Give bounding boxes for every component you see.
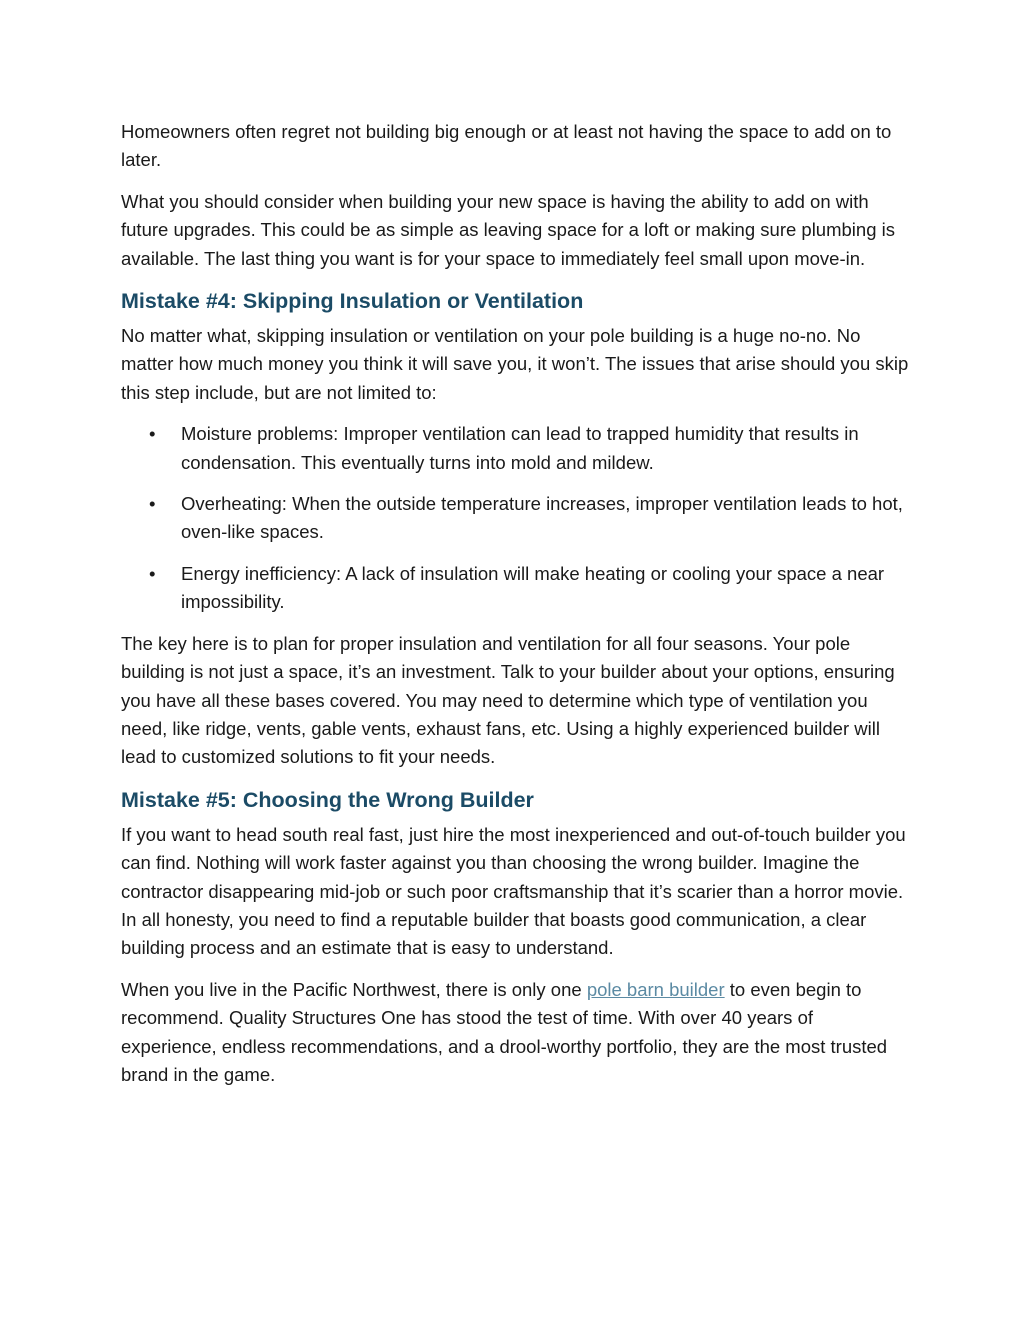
paragraph-text-before-link: When you live in the Pacific Northwest, there is only one [121,978,587,1000]
mistake-5-paragraph-1: If you want to head south real fast, just hire the most inexperienced and out-of-touch builder you can find. Nothing will work faster against you than choosing the wrong builder. Imagine the contractor disappearing mid-job or such poor craftsmanship that it’s scarier than a horror movie. In all honesty, you need to find a reputable builder that boasts good communication, a clear building process and an estimate that is easy to understand. [121,823,906,959]
intro-paragraph-1: Homeowners often regret not building big enough or at least not having the space to add on to later. [121,121,892,171]
pole-barn-builder-link[interactable]: pole barn builder [586,978,725,1000]
mistake-5-paragraph-2 [121,976,911,1090]
mistake-4-paragraph-2: The key here is to plan for proper insulation and ventilation for all four seasons. Your pole building is not just a space, it’s an investment. Talk to your builder about your options, ensuring you have all these bases covered. You may need to determine which type of ventilation you need, like ridge, vents, gable vents, exhaust fans, etc. Using a highly experienced builder will lead to customized solutions to fit your needs. [121,632,895,768]
mistake-5-heading: Mistake #5: Choosing the Wrong Builder [121,787,534,812]
mistake-4-heading: Mistake #4: Skipping Insulation or Ventilation [121,289,584,314]
list-item [121,560,911,617]
mistake-4-bullet-list [121,420,911,616]
list-item-text: Overheating: When the outside temperature increases, improper ventilation leads to hot, oven-like spaces. [181,493,903,543]
list-item-text: Moisture problems: Improper ventilation can lead to trapped humidity that results in condensation. This eventually turns into mold and mildew. [181,423,859,473]
bullet-icon: • [149,423,156,445]
list-item [121,490,911,547]
bullet-icon: • [149,493,156,515]
mistake-4-paragraph-1: No matter what, skipping insulation or ventilation on your pole building is a huge no-no. No matter how much money you think it will save you, it won’t. The issues that arise should you skip this step include, but are not limited to: [121,325,909,403]
intro-paragraph-2: What you should consider when building your new space is having the ability to add on with future upgrades. This could be as simple as leaving space for a loft or making sure plumbing is available. The last thing you want is for your space to immediately feel small upon move-in. [121,190,895,269]
paragraph-text-after-link: to even begin to recommend. Quality Structures One has stood the test of time. With over 40 years of experience, endless recommendations, and a drool-worthy portfolio, they are the most trusted brand in the game. [121,978,888,1085]
list-item [121,420,911,477]
bullet-icon: • [149,562,156,584]
document-page [121,118,911,1102]
list-item-text: Energy inefficiency: A lack of insulation will make heating or cooling your space a near impossibility. [181,562,885,613]
